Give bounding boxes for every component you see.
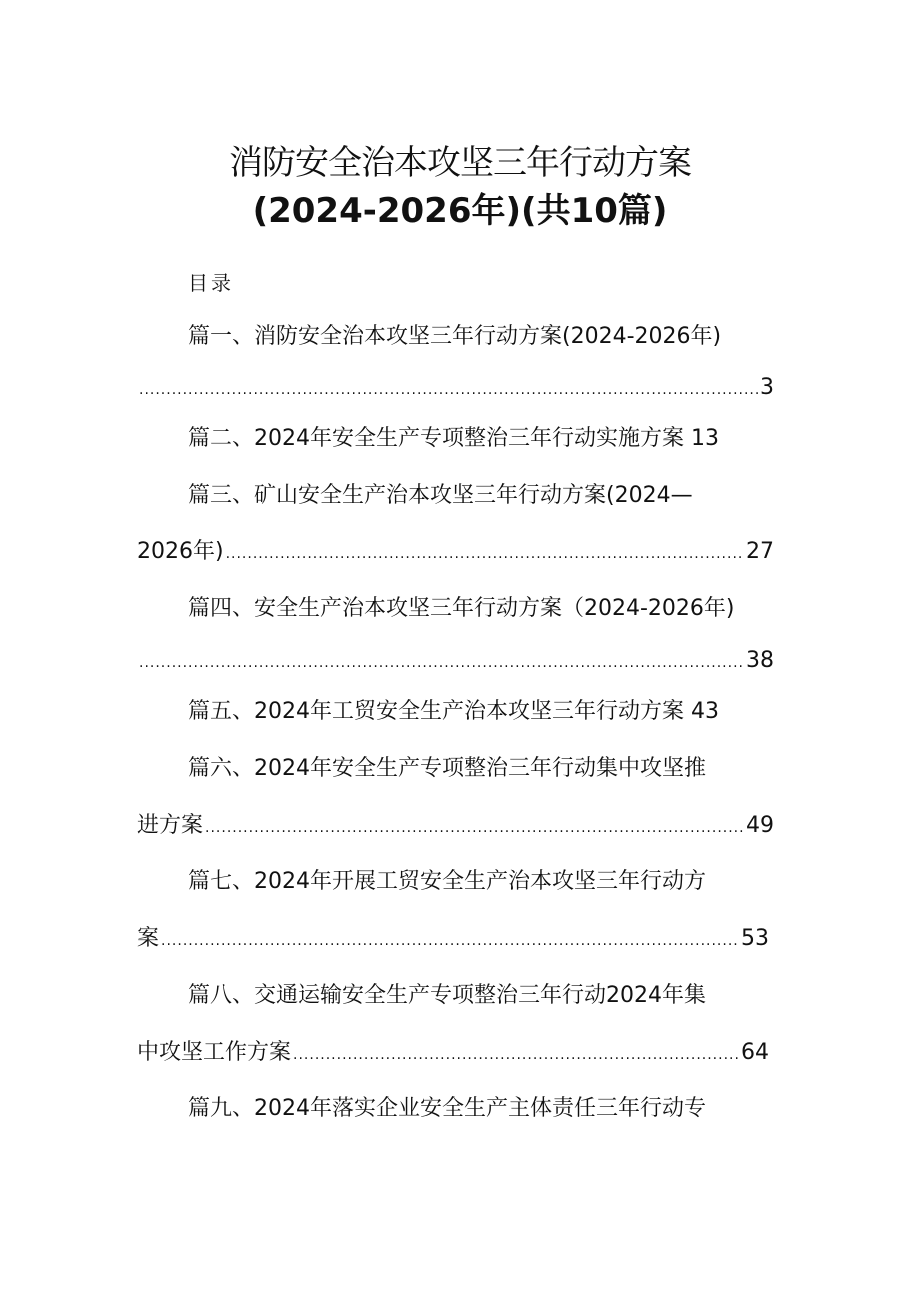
toc-entry-7-leader <box>137 924 769 956</box>
toc-leader-dots <box>161 926 739 956</box>
toc-entry-5-page: 43 <box>691 699 719 724</box>
toc-leader-dots <box>139 648 744 678</box>
toc-entry-1-title[interactable]: 篇一、消防安全治本攻坚三年行动方案(2024-2026年) <box>188 324 722 349</box>
toc-entry-4-page[interactable]: 38 <box>746 648 774 673</box>
toc-leader-dots <box>226 539 744 569</box>
toc-entry-5-line[interactable] <box>188 697 719 727</box>
toc-entry-1-page[interactable]: 3 <box>760 375 774 400</box>
toc-entry-9-title[interactable]: 篇九、2024年落实企业安全生产主体责任三年行动专 <box>188 1096 706 1121</box>
toc-entry-6-cont: 进方案 <box>137 813 204 838</box>
toc-entry-6-leader <box>137 811 774 843</box>
toc-entry-6-title[interactable]: 篇六、2024年安全生产专项整治三年行动集中攻坚推 <box>188 756 706 781</box>
toc-leader-dots <box>293 1040 739 1070</box>
toc-entry-3-leader <box>137 537 774 569</box>
toc-leader-dots <box>139 375 758 405</box>
toc-entry-8-cont: 中攻坚工作方案 <box>137 1040 292 1065</box>
toc-entry-6-page[interactable]: 49 <box>746 813 774 838</box>
toc-entry-8-page[interactable]: 64 <box>741 1040 769 1065</box>
toc-entry-1-leader <box>137 373 774 405</box>
toc-entry-4-leader <box>137 646 774 678</box>
document-subtitle: (2024-2026年)(共10篇) <box>252 191 668 231</box>
toc-leader-dots <box>205 813 744 843</box>
toc-entry-3-cont: 2026年) <box>137 539 224 564</box>
toc-entry-3-title[interactable]: 篇三、矿山安全生产治本攻坚三年行动方案(2024— <box>188 483 693 508</box>
toc-heading: 目录 <box>188 271 234 295</box>
toc-entry-2-line[interactable] <box>188 424 719 454</box>
toc-entry-7-page[interactable]: 53 <box>741 926 769 951</box>
toc-entry-2-title: 篇二、2024年安全生产专项整治三年行动实施方案 <box>188 426 684 451</box>
toc-entry-2-page: 13 <box>691 426 719 451</box>
toc-entry-3-page[interactable]: 27 <box>746 539 774 564</box>
toc-entry-8-leader <box>137 1038 769 1070</box>
toc-entry-7-title[interactable]: 篇七、2024年开展工贸安全生产治本攻坚三年行动方 <box>188 869 706 894</box>
toc-entry-7-cont: 案 <box>137 926 160 951</box>
document-title: 消防安全治本攻坚三年行动方案 <box>229 143 691 183</box>
toc-entry-8-title[interactable]: 篇八、交通运输安全生产专项整治三年行动2024年集 <box>188 983 706 1008</box>
toc-entry-4-title[interactable]: 篇四、安全生产治本攻坚三年行动方案（2024-2026年) <box>188 596 735 621</box>
toc-entry-5-title: 篇五、2024年工贸安全生产治本攻坚三年行动方案 <box>188 699 684 724</box>
